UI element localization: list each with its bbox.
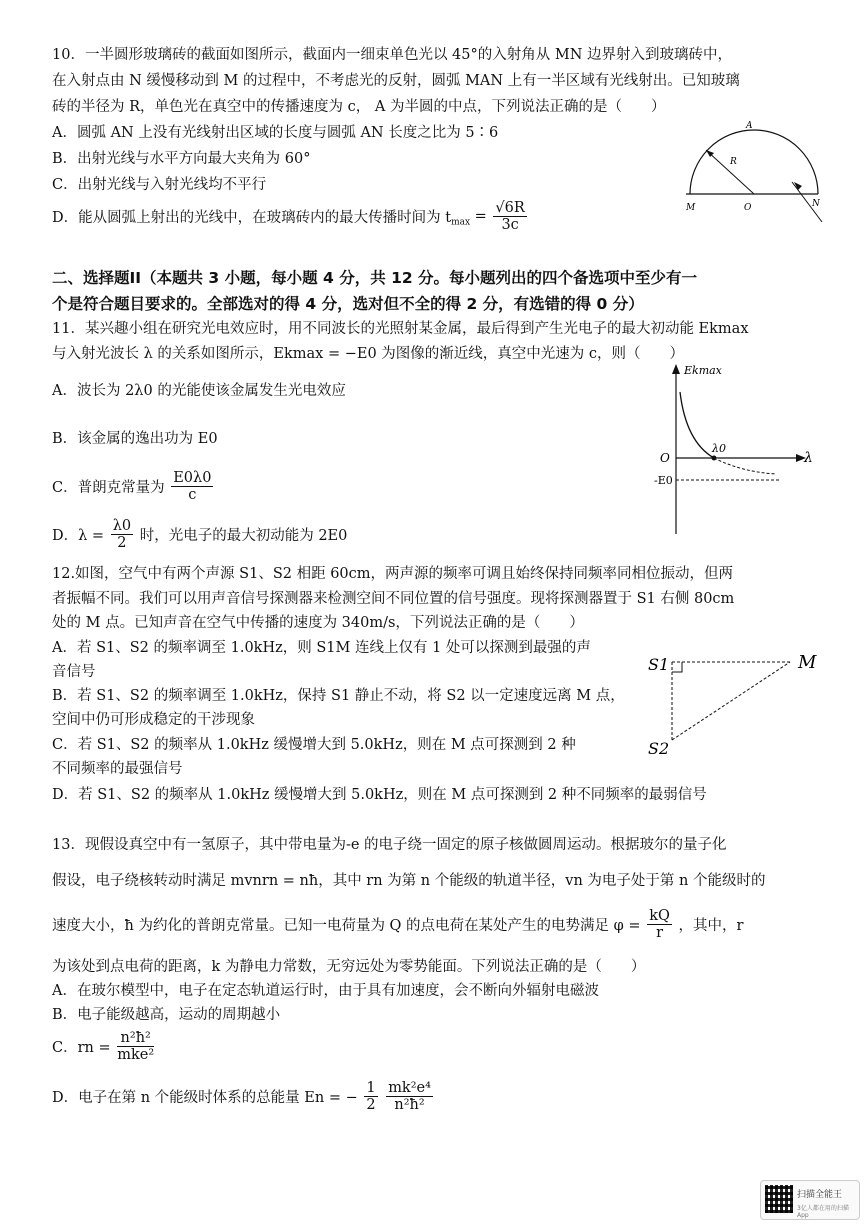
q12-line2: 者振幅不同。我们可以用声音信号探测器来检测空间不同位置的信号强度。现将探测器置于 S1 右侧 80cm <box>52 591 735 607</box>
q10-line2: 在入射点由 N 缓慢移动到 M 的过程中，不考虑光的反射，圆弧 MAN 上有一半区域有光线射出。已知玻璃 <box>52 73 740 89</box>
q12-option-b-line1: B．若 S1、S2 的频率调至 1.0kHz，保持 S1 静止不动，将 S2 以一定速度远离 M 点， <box>52 688 625 704</box>
fig-label-a: A <box>746 121 753 131</box>
q12-option-a-line1: A．若 S1、S2 的频率调至 1.0kHz，则 S1M 连线上仅有 1 处可以探测到最强的声 <box>52 640 591 656</box>
q13-line2: 假设，电子绕核转动时满足 mvnrn = nħ，其中 rn 为第 n 个能级的轨道半径，vn 为电子处于第 n 个能级时的 <box>52 873 766 889</box>
q13-line3: 速度大小，ħ 为约化的普朗克常量。已知一电荷量为 Q 的点电荷在某处产生的电势满足 φ = $\frac{kQ}{r}$ ，其中，r <box>52 908 744 941</box>
fig-s2: S2 <box>648 739 670 758</box>
q12-option-c-line1: C．若 S1、S2 的频率从 1.0kHz 缓慢增大到 5.0kHz，则在 M 点可探测到 2 种 <box>52 737 576 753</box>
q13-option-a: A．在玻尔模型中，电子在定态轨道运行时，由于具有加速度，会不断向外辐射电磁波 <box>52 983 599 999</box>
q11-option-a: A．波长为 2λ0 的光能使该金属发生光电效应 <box>52 383 346 399</box>
fig-label-m: M <box>686 203 696 213</box>
q13-option-c: C．rn = $\frac{\text{n²ħ²}}{\text{mke²}}$ <box>52 1030 155 1063</box>
scanner-watermark <box>760 1180 860 1220</box>
q11-option-b: B．该金属的逸出功为 E0 <box>52 431 218 447</box>
q10-option-a: A．圆弧 AN 上没有光线射出区域的长度与圆弧 AN 长度之比为 5∶6 <box>52 125 499 141</box>
qr-code-icon <box>765 1185 793 1213</box>
q10-line1: 10．一半圆形玻璃砖的截面如图所示，截面内一细束单色光以 45°的入射角从 MN 边界射入到玻璃砖中， <box>52 47 733 63</box>
q13-option-b: B．电子能级越高，运动的周期越小 <box>52 1007 281 1023</box>
fig-label-n: N <box>812 199 820 209</box>
q10-d-fraction: $\frac{√6R}{3c}$ <box>495 200 525 233</box>
watermark-title: 扫描全能王 <box>797 1190 843 1200</box>
q11-option-c: C．普朗克常量为 $\frac{E0\lambda 0}{c}$ <box>52 470 212 503</box>
fig-label-r: R <box>730 157 737 167</box>
section2-heading-line1: 二、选择题II（本题共 3 小题，每小题 4 分，共 12 分。每小题列出的四个备选项中至少有一 <box>52 269 698 287</box>
q10-option-b: B．出射光线与水平方向最大夹角为 60° <box>52 151 311 167</box>
fig-m: M <box>798 652 817 673</box>
q12-line1: 12.如图，空气中有两个声源 S1、S2 相距 60cm，两声源的频率可调且始终保持同频率同相位振动，但两 <box>52 566 734 582</box>
q11-line1: 11．某兴趣小组在研究光电效应时，用不同波长的光照射某金属，最后得到产生光电子的最大初动能 Ekmax <box>52 321 749 337</box>
q12-option-c-line2: 不同频率的最强信号 <box>52 761 183 777</box>
fig-x-label: λ <box>804 450 813 466</box>
q13-option-d: D．电子在第 n 个能级时体系的总能量 En = − $\frac{1}{2}$ $\frac{\text{mk²e⁴}}{\text{n²ħ²}}$ <box>52 1080 431 1113</box>
q12-option-a-line2: 音信号 <box>52 664 96 680</box>
q11-figure <box>652 362 822 540</box>
q12-option-b-line2: 空间中仍可形成稳定的干涉现象 <box>52 712 255 728</box>
q10-figure <box>680 118 830 230</box>
fig-origin: O <box>660 451 670 465</box>
q13-line4: 为该处到点电荷的距离，k 为静电力常数，无穷远处为零势能面。下列说法正确的是（ ） <box>52 959 646 975</box>
q10-option-c: C．出射光线与入射光线均不平行 <box>52 177 267 193</box>
q12-figure <box>642 646 822 762</box>
fig-lambda0: λ0 <box>712 442 726 455</box>
fig-y-label: Ekmax <box>684 364 722 377</box>
watermark-subtitle: 3亿人都在用的扫描App <box>797 1205 849 1219</box>
q12-line3: 处的 M 点。已知声音在空气中传播的速度为 340m/s，下列说法正确的是（ ） <box>52 615 584 631</box>
q11-line2: 与入射光波长 λ 的关系如图所示，Ekmax = −E0 为图像的渐近线，真空中光速为 c，则（ ） <box>52 346 685 362</box>
q10-line3: 砖的半径为 R，单色光在真空中的传播速度为 c， A 为半圆的中点，下列说法正确的是（ ） <box>52 99 666 115</box>
q13-line1: 13．现假设真空中有一氢原子，其中带电量为-e 的电子绕一固定的原子核做圆周运动。根据玻尔的量子化 <box>52 837 727 853</box>
section2-heading-line2: 个是符合题目要求的。全部选对的得 4 分，选对但不全的得 2 分，有选错的得 0 分） <box>52 295 644 313</box>
fig-s1: S1 <box>648 655 670 674</box>
q12-option-d: D．若 S1、S2 的频率从 1.0kHz 缓慢增大到 5.0kHz，则在 M 点可探测到 2 种不同频率的最弱信号 <box>52 787 707 803</box>
q11-option-d: D．λ = $\frac{\lambda 0}{2}$ 时，光电子的最大初动能为 2E0 <box>52 518 348 551</box>
fig-label-o: O <box>744 203 752 213</box>
q10-option-d: D．能从圆弧上射出的光线中，在玻璃砖内的最大传播时间为 $t_{max}$ = $\frac{√6R}{3c}$ <box>52 200 525 233</box>
fig-neg-e0: -E0 <box>654 474 673 487</box>
